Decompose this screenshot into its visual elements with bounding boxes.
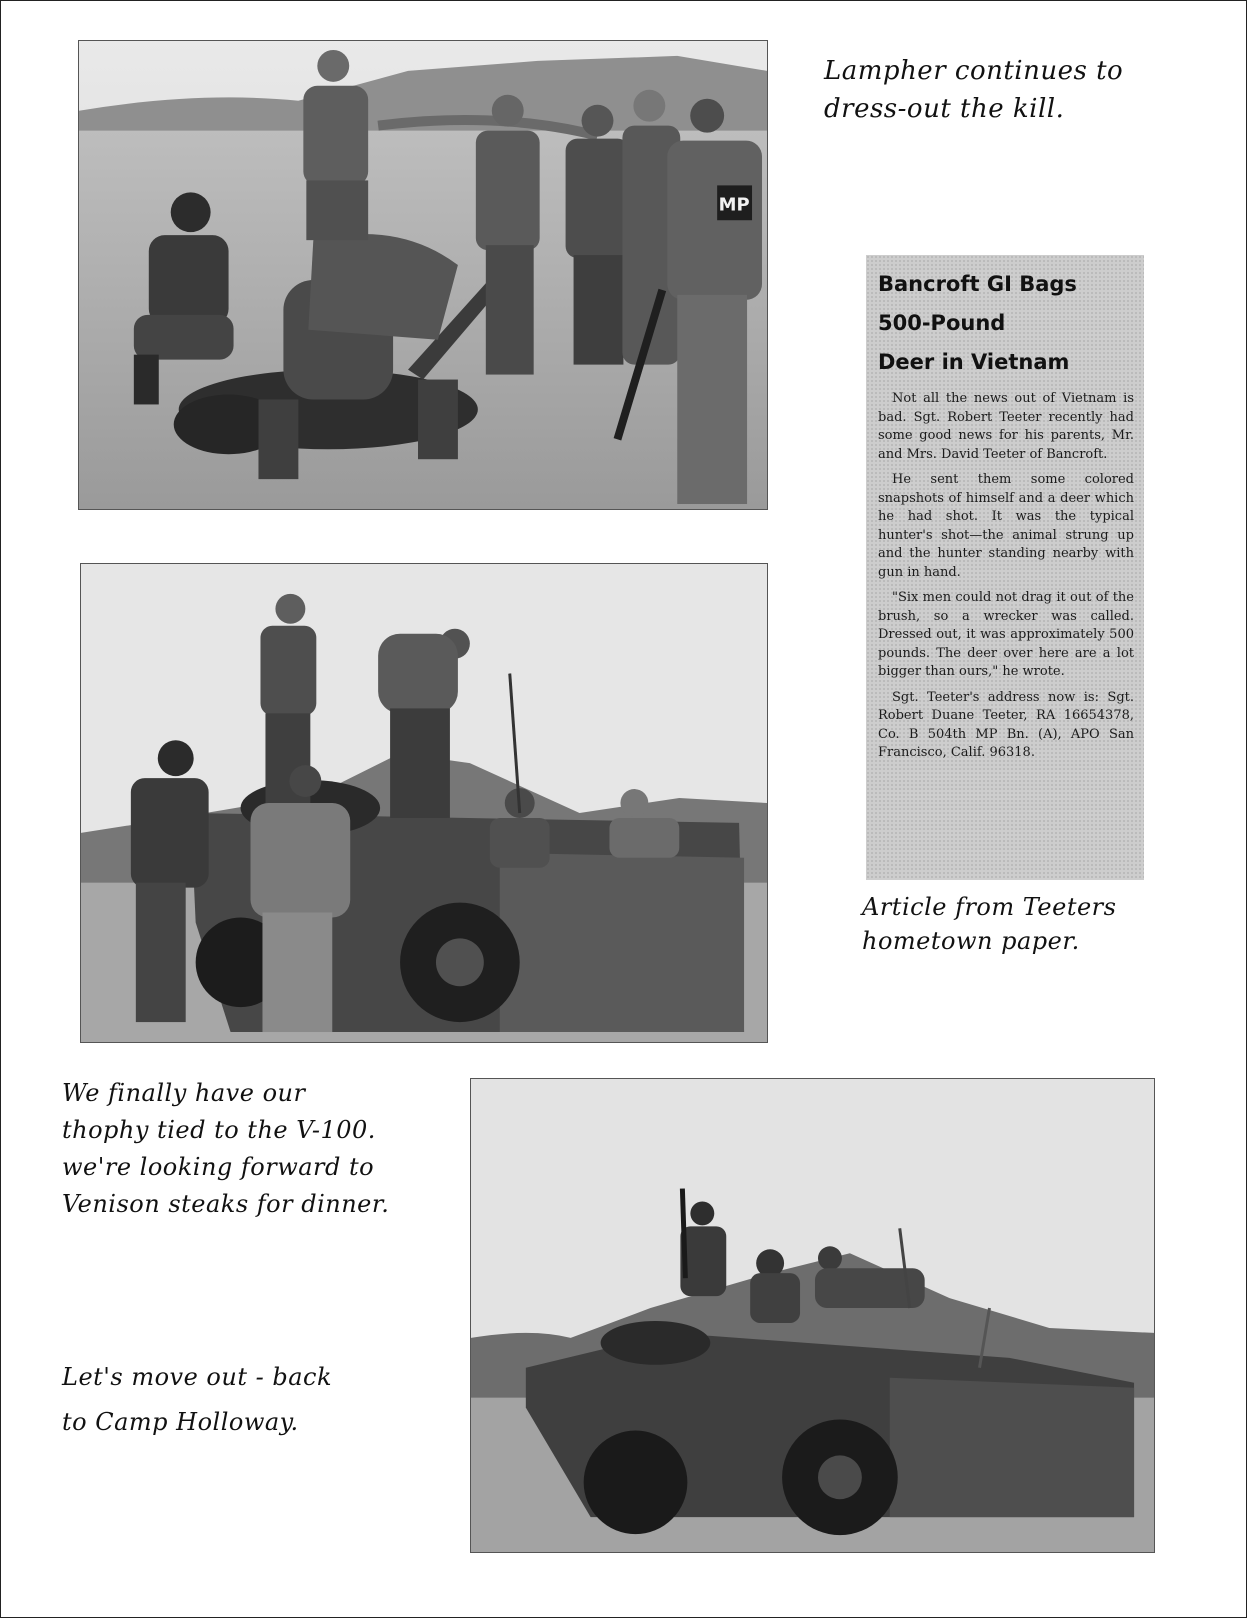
- caption-trophy-v100: We finally have our thophy tied to the V-100. we're looking forward to Venison steaks for dinner.: [62, 1079, 390, 1218]
- newspaper-clipping: [866, 255, 1144, 880]
- photo-soldiers-dressing-deer: [78, 40, 768, 510]
- photo-v100-moving-out: [470, 1078, 1155, 1553]
- caption-lampher-dress-out: Lampher continues to dress-out the kill.: [824, 56, 1124, 124]
- headline-line-1: Bancroft GI Bags: [878, 272, 1077, 296]
- photo-soldiers-on-v100: [80, 563, 768, 1043]
- headline-line-3: Deer in Vietnam: [878, 350, 1070, 374]
- article-paragraph: Not all the news out of Vietnam is bad. Sgt. Robert Teeter recently had some good news for his parents, Mr. and Mrs. David Teeter of Bancroft.: [878, 391, 1134, 462]
- article-paragraph: "Six men could not drag it out of the brush, so a wrecker was called. Dressed out, it was approximately 500 pounds. The deer over here are a lot bigger than ours," he wrote.: [878, 590, 1134, 679]
- mp-armband-text: MP: [718, 194, 750, 216]
- article-paragraph: Sgt. Teeter's address now is: Sgt. Robert Duane Teeter, RA 16654378, Co. B 504th MP Bn. (A), APO San Francisco, Calif. 96318.: [878, 689, 1134, 760]
- article-headline: [878, 265, 1134, 382]
- article-paragraph: He sent them some colored snapshots of himself and a deer which he had shot. It was the typical hunter's shot—the animal strung up and the hunter standing nearby with gun in hand.: [878, 472, 1134, 580]
- caption-move-out: Let's move out - back to Camp Holloway.: [62, 1363, 332, 1436]
- headline-line-2: 500-Pound: [878, 311, 1006, 335]
- caption-article-note: Article from Teeters hometown paper.: [862, 893, 1117, 955]
